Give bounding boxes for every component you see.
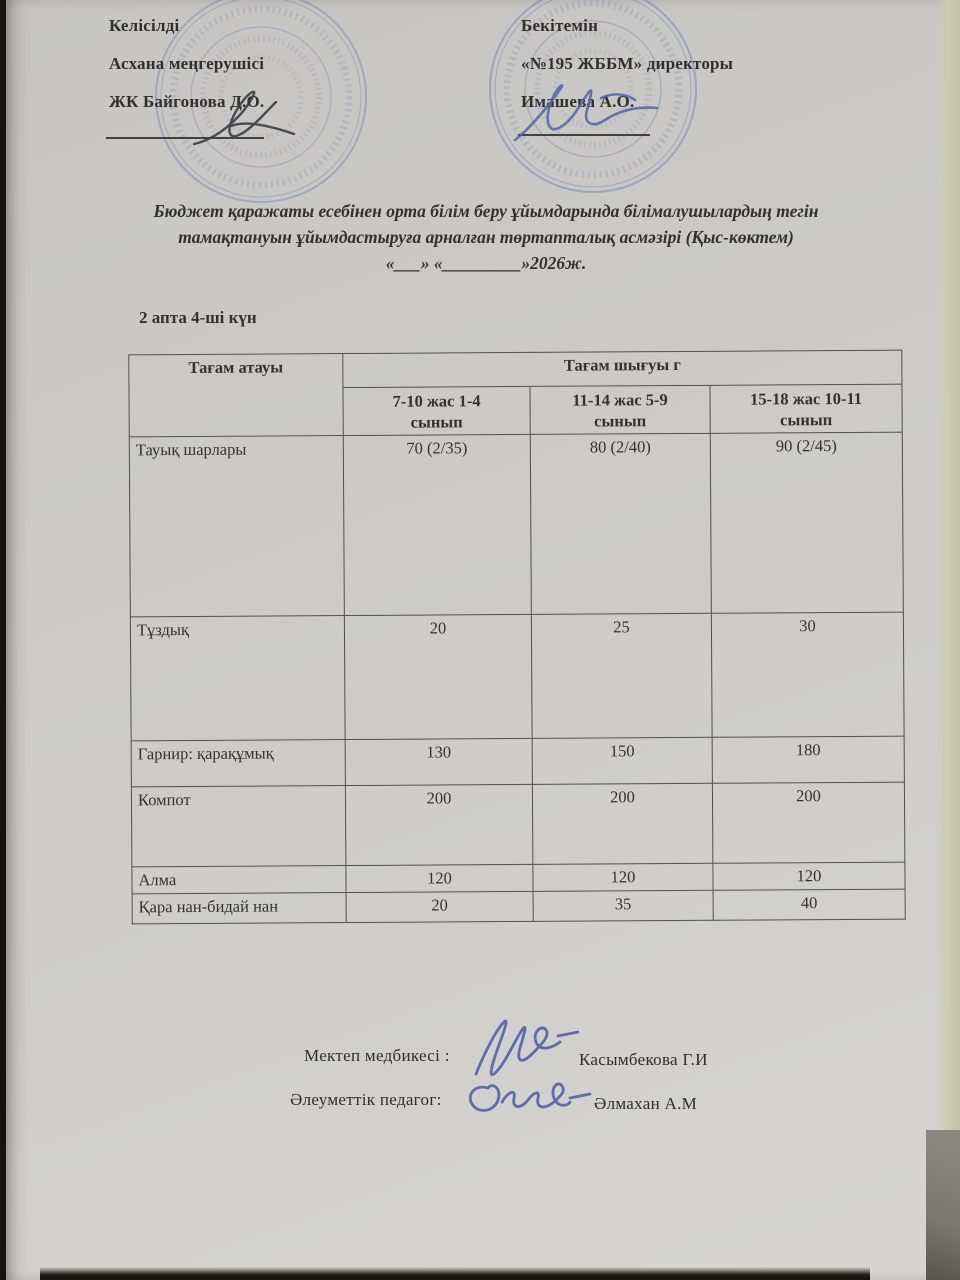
school-nurse-name: Касымбекова Г.И [579, 1050, 708, 1069]
dish-value: 120 [713, 862, 905, 890]
photo-bottom-shadow [40, 1267, 870, 1280]
dish-value: 30 [711, 612, 904, 737]
school-nurse-label: Мектеп медбикесі : [304, 1046, 450, 1065]
dish-name: Гарнир: қарақұмық [131, 740, 345, 787]
age-header-1: 7-10 жас 1-4 сынып [343, 386, 530, 435]
dish-name: Қара нан-бидай нан [132, 893, 346, 924]
menu-table [128, 350, 905, 925]
agreed-label: Келісілді [109, 16, 180, 35]
dish-name: Алма [132, 866, 346, 894]
table-row [129, 432, 903, 617]
table-row [130, 612, 904, 741]
dish-name-header: Тағам атауы [129, 354, 343, 437]
age-header-3: 15-18 жас 10-11 сынып [710, 384, 902, 433]
title-date-line: «___» «_________»2026ж. [385, 253, 587, 273]
age-header-2: 11-14 жас 5-9 сынып [530, 385, 710, 434]
dish-value: 80 (2/40) [530, 433, 711, 614]
director-role: «№195 ЖББМ» директоры [521, 54, 734, 73]
dish-value: 20 [344, 614, 532, 739]
output-group-header: Тағам шығуы г [343, 350, 902, 387]
signature-line-left [106, 137, 264, 139]
table-header-row-1 [129, 350, 902, 389]
dish-value: 200 [712, 782, 905, 863]
social-pedagog-name: Әлмахан А.М [594, 1094, 698, 1113]
title-line-1: Бюджет қаражаты есебінен орта білім беру ұйымдарында білімалушылардың тегін [153, 201, 819, 221]
table-row [131, 782, 905, 867]
dish-value: 120 [533, 863, 713, 891]
document-title [66, 198, 906, 276]
nurse-signature-ink [458, 1014, 588, 1084]
canteen-manager-name: ЖК Байгонова Д.О. [109, 92, 265, 111]
approval-right-block [521, 16, 921, 130]
dish-value: 200 [345, 784, 532, 865]
signature-line-right [518, 134, 650, 136]
dish-name: Компот [131, 786, 345, 867]
dish-value: 150 [532, 737, 712, 784]
dish-value: 120 [346, 864, 533, 892]
dish-value: 90 (2/45) [710, 432, 903, 613]
dish-value: 130 [345, 738, 532, 785]
dish-name: Тұздық [130, 616, 345, 741]
table-row [132, 889, 905, 924]
director-name: Имашева А.О. [521, 92, 635, 111]
canteen-manager-role: Асхана меңгерушісі [109, 54, 265, 73]
dish-value: 40 [713, 889, 905, 920]
dish-value: 35 [533, 890, 713, 921]
approval-left-block [109, 16, 509, 130]
photo-right-edge [934, 0, 960, 1280]
dish-value: 25 [531, 613, 712, 738]
dish-value: 70 (2/35) [343, 434, 531, 615]
title-line-2: тамақтануын ұйымдастыруға арналған төртапталық асмәзірі (Қыс-көктем) [178, 227, 794, 247]
social-pedagog-label: Әлеуметтік педагог: [290, 1090, 442, 1109]
dish-value: 200 [532, 783, 712, 864]
table-row [131, 736, 904, 787]
dish-name: Тауық шарлары [129, 436, 344, 617]
document-page [6, 0, 954, 1280]
week-day-label: 2 апта 4-ші күн [139, 308, 257, 327]
dish-value: 20 [346, 891, 533, 922]
photo-bottom-right-corner [926, 1130, 960, 1280]
pedagog-signature-ink [458, 1068, 598, 1124]
approve-label: Бекітемін [521, 16, 599, 35]
dish-value: 180 [712, 736, 904, 783]
